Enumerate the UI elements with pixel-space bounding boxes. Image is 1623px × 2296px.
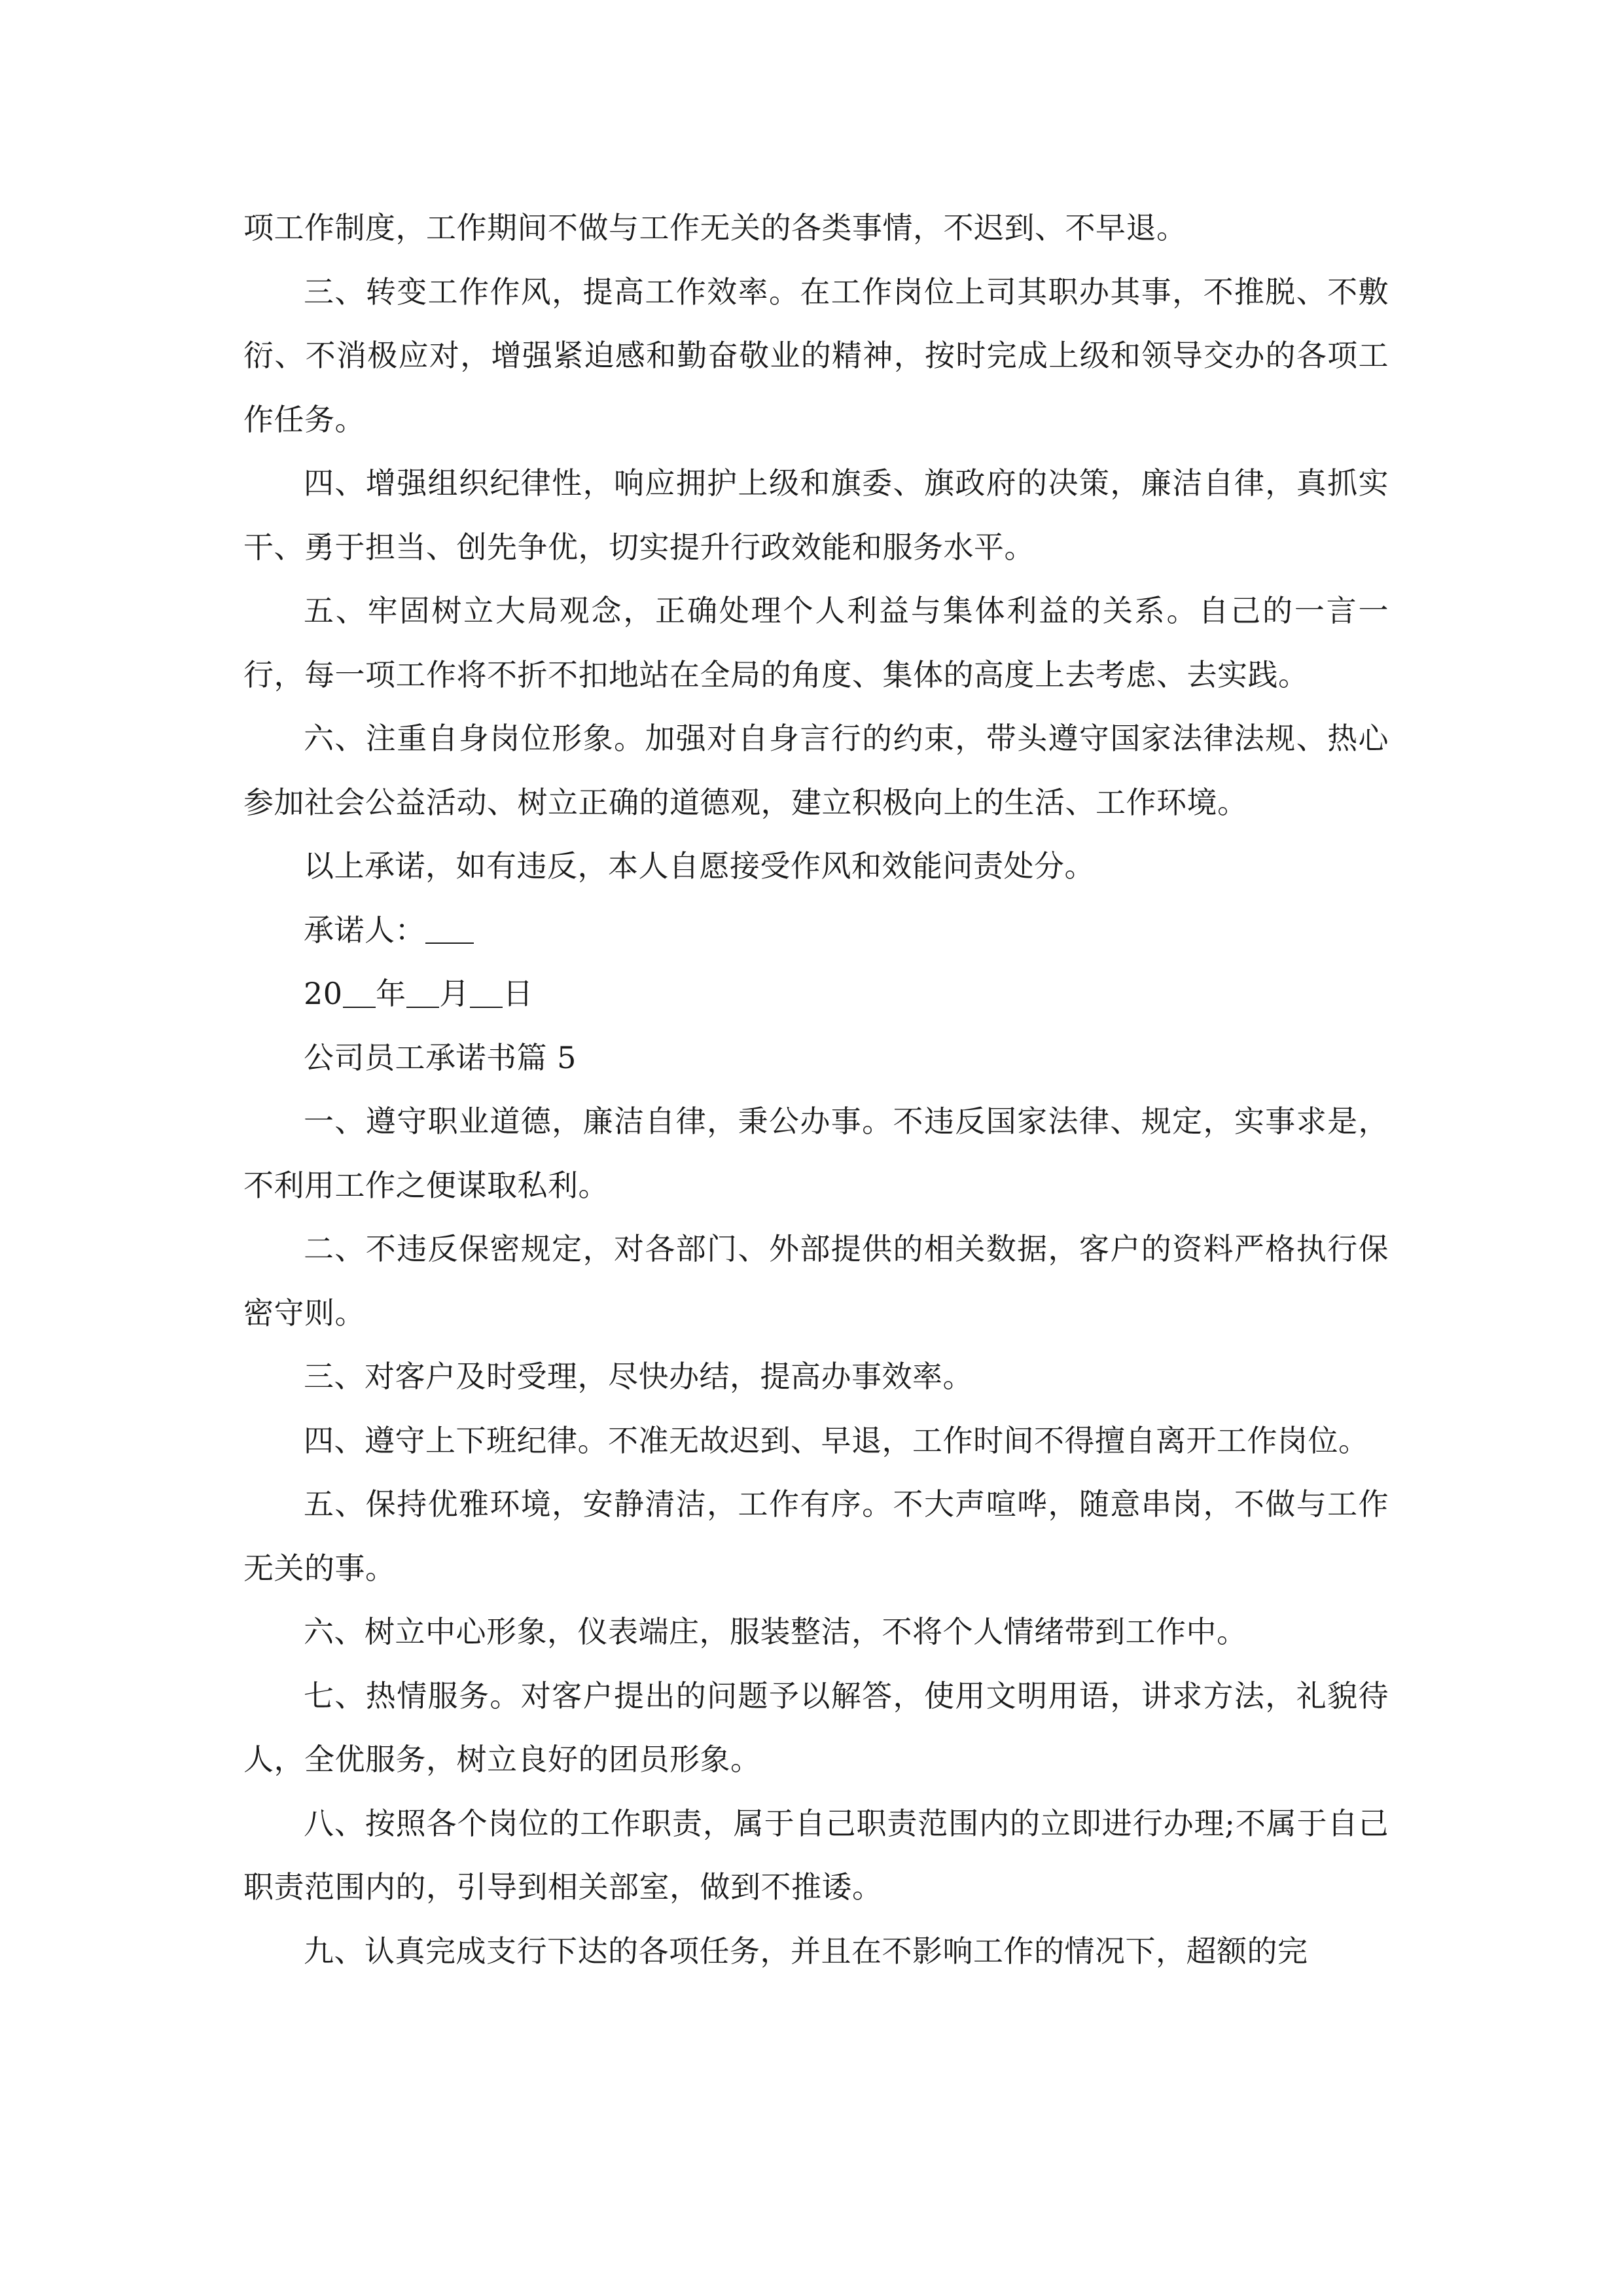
section-item-9: 九、认真完成支行下达的各项任务，并且在不影响工作的情况下，超额的完 bbox=[304, 1933, 1308, 1969]
section-title: 公司员工承诺书篇 5 bbox=[304, 1039, 577, 1075]
date-prefix: 20 bbox=[304, 976, 343, 1011]
section-item-1: 一、遵守职业道德，廉洁自律，秉公办事。不违反国家法律、规定，实事求是，不利用工作之便谋取私利。 bbox=[243, 1103, 1389, 1203]
paragraph-continued: 项工作制度，工作期间不做与工作无关的各类事情，不迟到、不早退。 bbox=[243, 210, 1187, 245]
paragraph-pledge-closing: 以上承诺，如有违反，本人自愿接受作风和效能问责处分。 bbox=[304, 848, 1095, 884]
date-day-blank bbox=[470, 977, 503, 1008]
date-day: 日 bbox=[503, 976, 533, 1011]
section-item-8: 八、按照各个岗位的工作职责，属于自己职责范围内的立即进行办理;不属于自己职责范围内的，引导到相关部室，做到不推诿。 bbox=[243, 1805, 1389, 1905]
paragraph-item-5: 五、牢固树立大局观念，正确处理个人利益与集体利益的关系。自己的一言一行，每一项工作将不折不扣地站在全局的角度、集体的高度上去考虑、去实践。 bbox=[243, 593, 1389, 692]
paragraph-item-4: 四、增强组织纪律性，响应拥护上级和旗委、旗政府的决策，廉洁自律，真抓实干、勇于担当、创先争优，切实提升行政效能和服务水平。 bbox=[243, 465, 1389, 565]
section-item-2: 二、不违反保密规定，对各部门、外部提供的相关数据，客户的资料严格执行保密守则。 bbox=[243, 1231, 1389, 1331]
document-body bbox=[243, 196, 1389, 1983]
section-item-6: 六、树立中心形象，仪表端庄，服装整洁，不将个人情绪带到工作中。 bbox=[304, 1614, 1247, 1649]
paragraph-item-6: 六、注重自身岗位形象。加强对自身言行的约束，带头遵守国家法律法规、热心参加社会公益活动、树立正确的道德观，建立积极向上的生活、工作环境。 bbox=[243, 721, 1389, 820]
signature-blank bbox=[425, 912, 474, 944]
section-item-7: 七、热情服务。对客户提出的问题予以解答，使用文明用语，讲求方法，礼貌待人，全优服务，树立良好的团员形象。 bbox=[243, 1677, 1389, 1777]
section-item-4: 四、遵守上下班纪律。不准无故迟到、早退，工作时间不得擅自离开工作岗位。 bbox=[304, 1422, 1369, 1458]
date-year: 年 bbox=[376, 976, 406, 1011]
paragraph-item-3: 三、转变工作作风，提高工作效率。在工作岗位上司其职办其事，不推脱、不敷衍、不消极应对，增强紧迫感和勤奋敬业的精神，按时完成上级和领导交办的各项工作任务。 bbox=[243, 274, 1389, 437]
signature-label: 承诺人： bbox=[304, 912, 425, 948]
date-year-blank bbox=[343, 977, 376, 1008]
section-item-5: 五、保持优雅环境，安静清洁，工作有序。不大声喧哗，随意串岗，不做与工作无关的事。 bbox=[243, 1486, 1389, 1586]
date-month-blank bbox=[406, 977, 440, 1008]
signature-line bbox=[243, 899, 1389, 963]
section-item-3: 三、对客户及时受理，尽快办结，提高办事效率。 bbox=[304, 1359, 973, 1394]
date-line bbox=[243, 962, 1389, 1026]
date-month: 月 bbox=[439, 976, 470, 1011]
